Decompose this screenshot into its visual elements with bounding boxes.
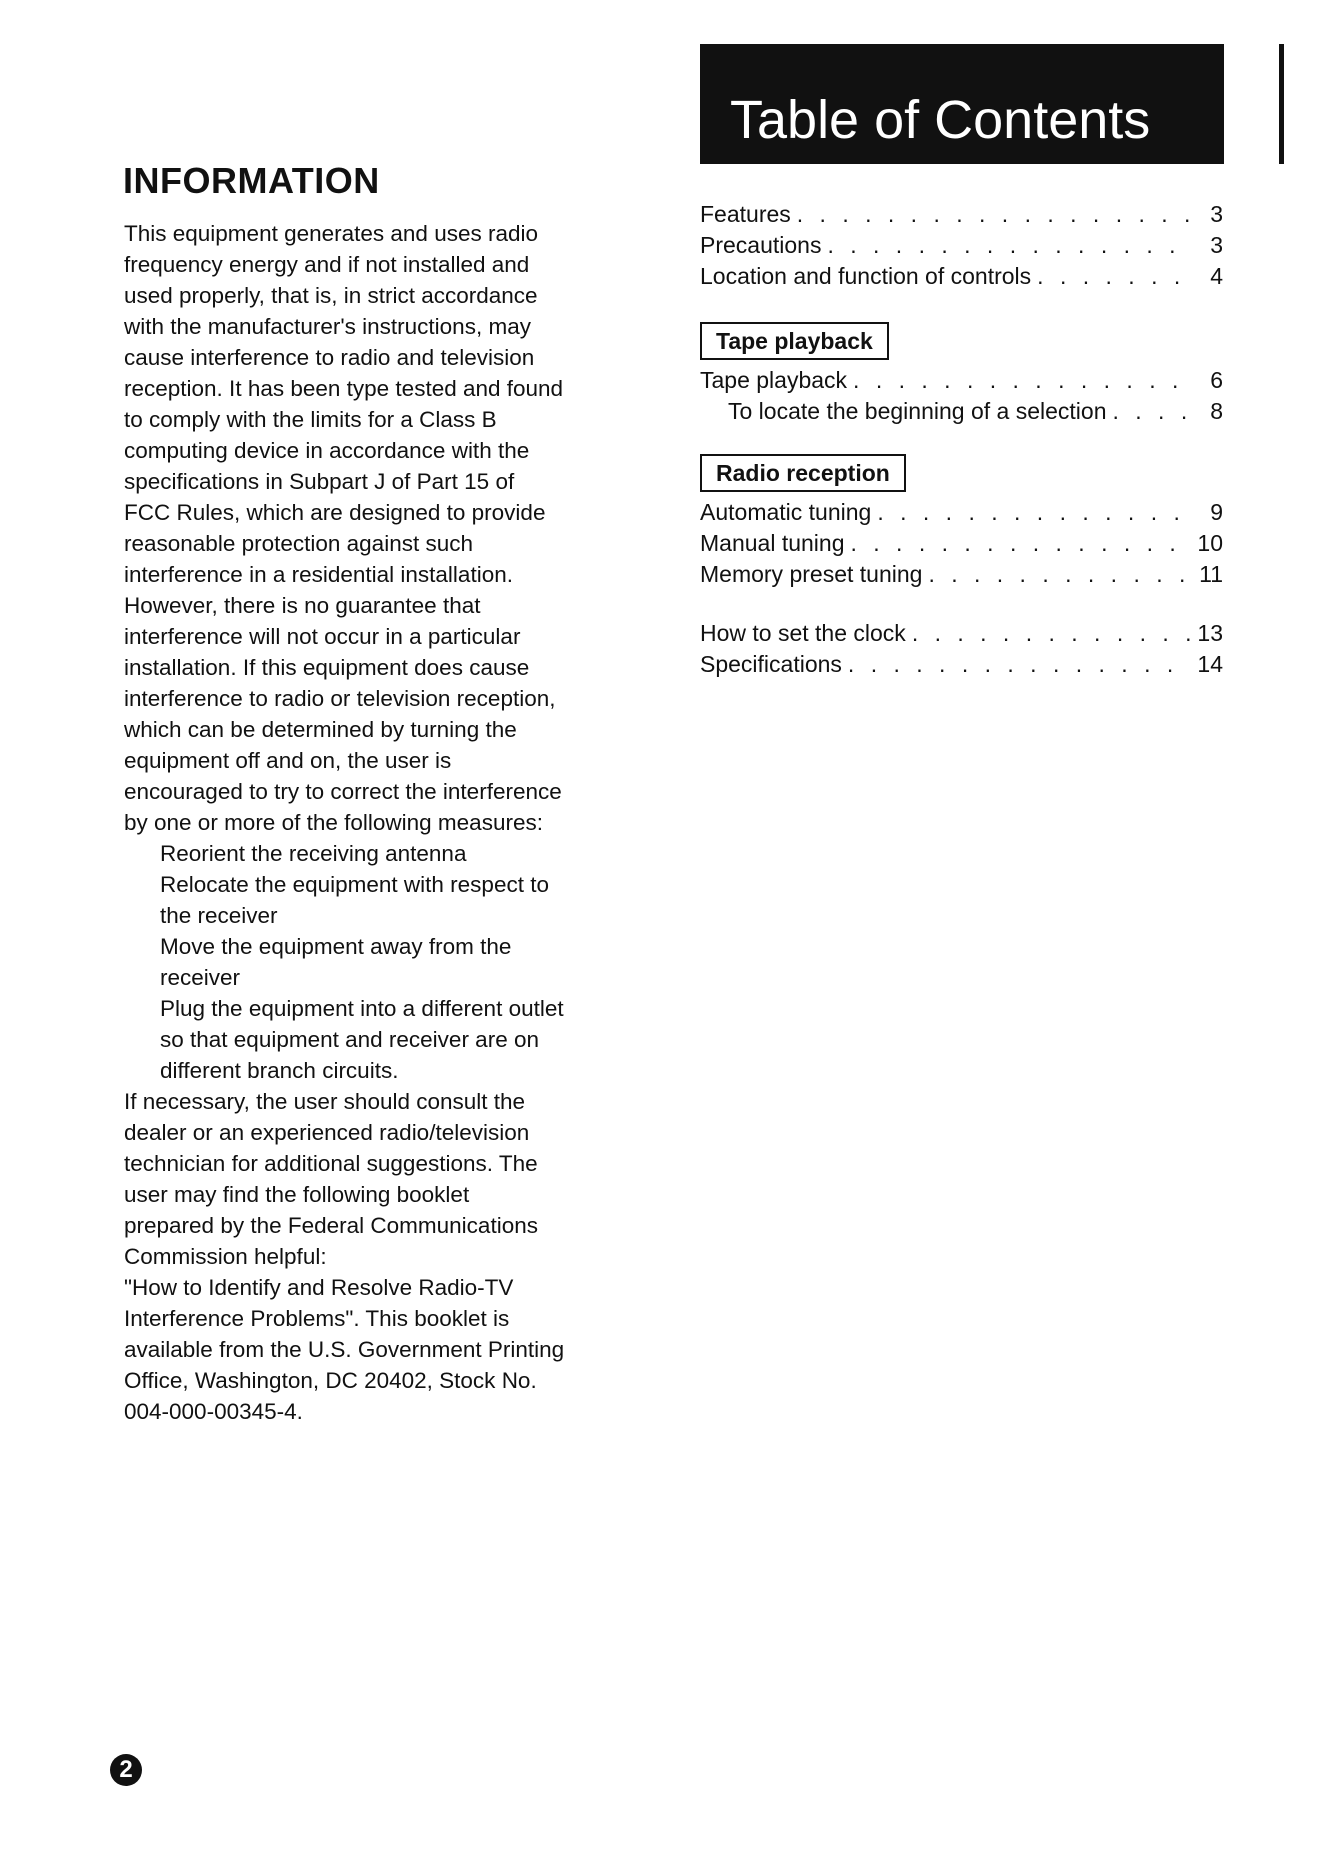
toc-title-banner xyxy=(700,44,1224,164)
toc-leader-dots xyxy=(1037,263,1193,290)
toc-entry-page: 4 xyxy=(1210,263,1223,289)
toc-entry-label: Manual tuning xyxy=(700,530,845,556)
measure-line: the receiver xyxy=(160,903,278,928)
info-line: frequency energy and if not installed and xyxy=(124,252,530,277)
toc-leader-dots xyxy=(912,620,1192,647)
toc-leader-dots xyxy=(827,232,1193,259)
measure-line: Plug the equipment into a different outlet xyxy=(160,996,564,1021)
toc-entry-page: 10 xyxy=(1197,530,1223,556)
info-line: interference to radio or television reception, xyxy=(124,686,556,711)
closing-line: Commission helpful: xyxy=(124,1244,327,1269)
info-line: which can be determined by turning the xyxy=(124,717,517,742)
toc-entry-tape-playback xyxy=(700,367,1223,398)
toc-entry-page: 3 xyxy=(1210,232,1223,258)
measure-line: different branch circuits. xyxy=(160,1058,399,1083)
toc-entry-automatic-tuning xyxy=(700,499,1223,530)
toc-entry-locate-selection xyxy=(728,398,1223,429)
toc-entry-controls xyxy=(700,263,1223,294)
toc-entry-manual-tuning xyxy=(700,530,1223,561)
info-line: equipment off and on, the user is xyxy=(124,748,452,773)
information-body xyxy=(124,218,654,1427)
info-line: FCC Rules, which are designed to provide xyxy=(124,500,546,525)
info-line: This equipment generates and uses radio xyxy=(124,221,539,246)
toc-leader-dots xyxy=(928,561,1193,588)
toc-entry-features xyxy=(700,201,1223,232)
info-line: cause interference to radio and television xyxy=(124,345,535,370)
closing-line: Office, Washington, DC 20402, Stock No. xyxy=(124,1368,537,1393)
info-line: specifications in Subpart J of Part 15 of xyxy=(124,469,515,494)
info-line: computing device in accordance with the xyxy=(124,438,530,463)
closing-line: 004-000-00345-4. xyxy=(124,1399,303,1424)
toc-entry-page: 3 xyxy=(1210,201,1223,227)
closing-line: "How to Identify and Resolve Radio-TV xyxy=(124,1275,514,1300)
closing-line: dealer or an experienced radio/television xyxy=(124,1120,530,1145)
toc-entry-label: How to set the clock xyxy=(700,620,906,646)
closing-line: available from the U.S. Government Printing xyxy=(124,1337,565,1362)
toc-entry-label: Features xyxy=(700,201,791,227)
closing-line: If necessary, the user should consult the xyxy=(124,1089,526,1114)
toc-leader-dots xyxy=(1113,398,1194,425)
closing-line: user may find the following booklet xyxy=(124,1182,470,1207)
measure-line: Move the equipment away from the xyxy=(160,934,512,959)
information-heading: INFORMATION xyxy=(123,160,380,201)
toc-leader-dots xyxy=(797,201,1193,228)
measure-line: so that equipment and receiver are on xyxy=(160,1027,539,1052)
toc-leader-dots xyxy=(877,499,1193,526)
toc-leader-dots xyxy=(853,367,1193,394)
toc-entry-page: 9 xyxy=(1210,499,1223,525)
toc-entry-set-clock xyxy=(700,620,1223,651)
info-line: reception. It has been type tested and found xyxy=(124,376,564,401)
measure-line: Reorient the receiving antenna xyxy=(160,841,467,866)
toc-entry-label: Specifications xyxy=(700,651,842,677)
info-line: with the manufacturer's instructions, may xyxy=(124,314,531,339)
info-line: used properly, that is, in strict accordance xyxy=(124,283,538,308)
toc-entry-label: To locate the beginning of a selection xyxy=(728,398,1107,424)
page-number-badge: 2 xyxy=(110,1754,142,1786)
measure-line: receiver xyxy=(160,965,241,990)
toc-entry-label: Automatic tuning xyxy=(700,499,872,525)
info-line: reasonable protection against such xyxy=(124,531,473,556)
closing-line: technician for additional suggestions. The xyxy=(124,1151,538,1176)
toc-entry-label: Memory preset tuning xyxy=(700,561,923,587)
toc-entry-page: 6 xyxy=(1210,367,1223,393)
toc-title: Table of Contents xyxy=(730,90,1151,150)
page-edge-marker xyxy=(1279,44,1284,164)
toc-entry-page: 13 xyxy=(1197,620,1223,646)
toc-entry-page: 14 xyxy=(1197,651,1223,677)
closing-line: Interference Problems". This booklet is xyxy=(124,1306,510,1331)
info-line: to comply with the limits for a Class B xyxy=(124,407,497,432)
info-line: interference will not occur in a particular xyxy=(124,624,521,649)
info-line: installation. If this equipment does cause xyxy=(124,655,530,680)
toc-entry-specifications xyxy=(700,651,1223,682)
info-line: encouraged to try to correct the interference xyxy=(124,779,562,804)
info-line: interference in a residential installation. xyxy=(124,562,513,587)
measure-line: Relocate the equipment with respect to xyxy=(160,872,549,897)
toc-entry-page: 8 xyxy=(1210,398,1223,424)
toc-entry-memory-preset xyxy=(700,561,1223,592)
toc-entry-precautions xyxy=(700,232,1223,263)
info-line: However, there is no guarantee that xyxy=(124,593,481,618)
toc-leader-dots xyxy=(848,651,1191,678)
closing-line: prepared by the Federal Communications xyxy=(124,1213,538,1238)
toc-leader-dots xyxy=(851,530,1192,557)
toc-entry-page: 11 xyxy=(1199,561,1223,587)
info-line: by one or more of the following measures: xyxy=(124,810,543,835)
toc-entry-label: Location and function of controls xyxy=(700,263,1032,289)
toc-entry-label: Tape playback xyxy=(700,367,848,393)
toc-entry-label: Precautions xyxy=(700,232,822,258)
section-heading-tape-playback: Tape playback xyxy=(700,322,889,360)
section-heading-radio-reception: Radio reception xyxy=(700,454,906,492)
